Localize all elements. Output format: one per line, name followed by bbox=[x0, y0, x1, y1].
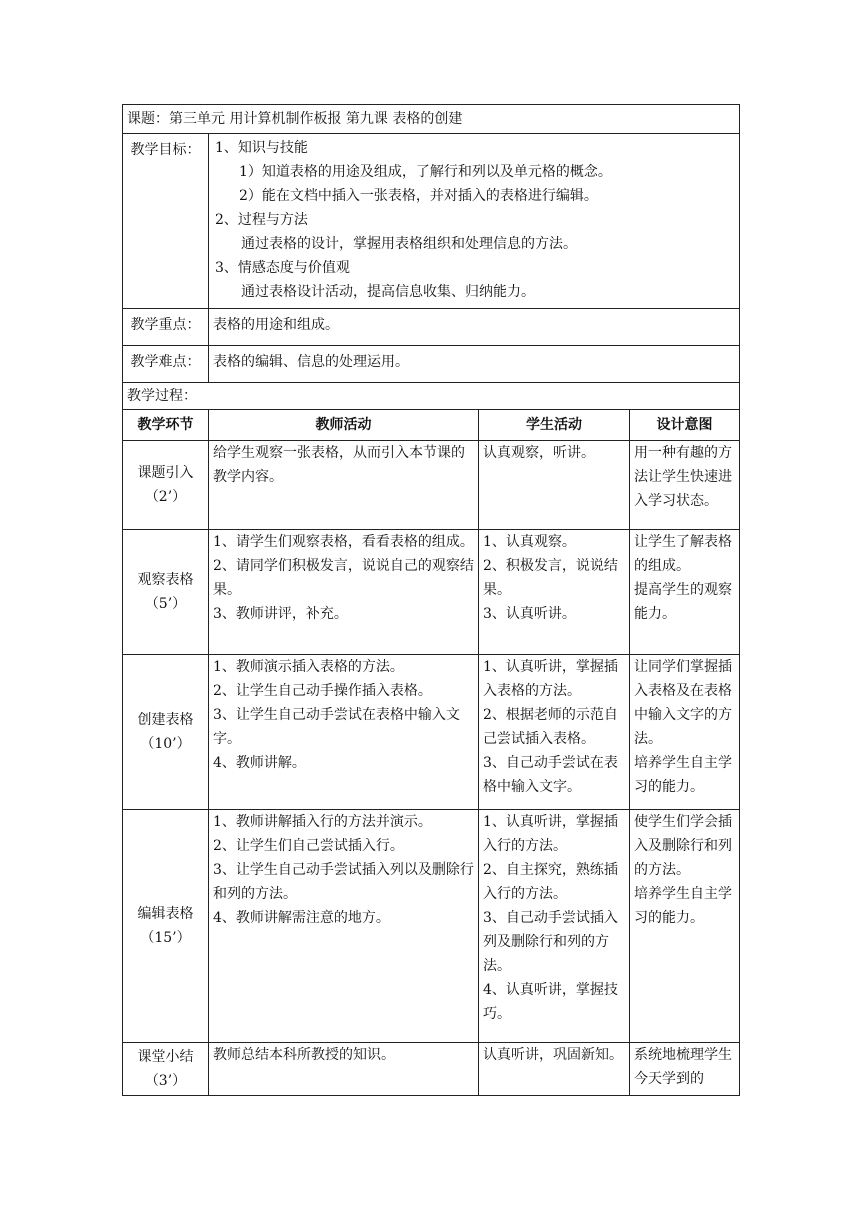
student-line: 2、自主探究，熟练插入行的方法。 bbox=[483, 862, 618, 902]
teacher-line: 2、请同学们积极发言，说说自己的观察结果。 bbox=[213, 558, 474, 598]
teacher-line: 1、教师讲解插入行的方法并演示。 bbox=[213, 814, 432, 830]
table-row bbox=[123, 441, 740, 530]
table-row bbox=[123, 810, 740, 1043]
table-row bbox=[123, 530, 740, 655]
student-cell bbox=[479, 441, 630, 530]
teacher-cell bbox=[209, 530, 479, 655]
student-cell bbox=[479, 810, 630, 1043]
stage-cell bbox=[123, 441, 209, 530]
key-point-label: 教学重点： bbox=[123, 309, 209, 346]
difficulty-row bbox=[123, 346, 740, 383]
stage-time: （3’） bbox=[144, 1073, 187, 1089]
stage-cell bbox=[123, 810, 209, 1043]
teacher-line: 3、教师讲评，补充。 bbox=[213, 606, 348, 622]
student-cell bbox=[479, 530, 630, 655]
goals-label: 教学目标： bbox=[123, 134, 209, 309]
student-line: 1、认真听讲，掌握插入行的方法。 bbox=[483, 814, 618, 854]
stage-name: 课题引入 bbox=[137, 465, 194, 481]
teacher-line: 2、让学生自己动手操作插入表格。 bbox=[213, 683, 432, 699]
goal-line: 1、知识与技能 bbox=[215, 140, 308, 156]
intent-line: 培养学生自主学习的能力。 bbox=[634, 886, 732, 926]
student-line: 2、根据老师的示范自己尝试插入表格。 bbox=[483, 707, 618, 747]
teacher-line: 4、教师讲解。 bbox=[213, 755, 306, 771]
title-row bbox=[123, 105, 740, 134]
student-line: 认真听讲，巩固新知。 bbox=[483, 1047, 623, 1063]
goal-line: 通过表格的设计，掌握用表格组织和处理信息的方法。 bbox=[241, 236, 577, 252]
teacher-line: 1、请学生们观察表格，看看表格的组成。 bbox=[213, 534, 474, 550]
student-line: 2、积极发言，说说结果。 bbox=[483, 558, 618, 598]
intent-cell bbox=[630, 810, 740, 1043]
header-row bbox=[123, 410, 740, 441]
header-intent: 设计意图 bbox=[630, 410, 740, 441]
goal-line: 2）能在文档中插入一张表格，并对插入的表格进行编辑。 bbox=[239, 188, 598, 204]
lesson-plan-table bbox=[122, 104, 740, 1096]
teacher-cell bbox=[209, 810, 479, 1043]
goal-line: 2、过程与方法 bbox=[215, 212, 308, 228]
student-line: 3、自己动手尝试插入列及删除行和列的方法。 bbox=[483, 910, 618, 974]
table-row bbox=[123, 655, 740, 810]
stage-time: （2’） bbox=[144, 489, 187, 505]
student-line: 1、认真观察。 bbox=[483, 534, 576, 550]
intent-cell bbox=[630, 655, 740, 810]
table-row bbox=[123, 1043, 740, 1096]
intent-cell bbox=[630, 530, 740, 655]
teacher-line: 2、让学生们自己尝试插入行。 bbox=[213, 838, 404, 854]
goal-line: 通过表格设计活动，提高信息收集、归纳能力。 bbox=[241, 284, 535, 300]
goals-content bbox=[209, 134, 740, 309]
header-teacher: 教师活动 bbox=[209, 410, 479, 441]
student-cell bbox=[479, 655, 630, 810]
intent-line: 用一种有趣的方法让学生快速进入学习状态。 bbox=[634, 445, 732, 509]
intent-line: 提高学生的观察能力。 bbox=[634, 582, 732, 622]
key-point-text: 表格的用途和组成。 bbox=[209, 309, 740, 346]
teacher-cell bbox=[209, 441, 479, 530]
student-line: 认真观察，听讲。 bbox=[483, 445, 595, 461]
stage-name: 编辑表格 bbox=[137, 906, 194, 922]
intent-line: 让同学们掌握插入表格及在表格中输入文字的方法。 bbox=[634, 659, 732, 747]
key-point-row bbox=[123, 309, 740, 346]
intent-cell bbox=[630, 1043, 740, 1096]
stage-name: 课堂小结 bbox=[137, 1049, 194, 1065]
stage-cell bbox=[123, 655, 209, 810]
stage-time: （5’） bbox=[144, 596, 187, 612]
teacher-line: 3、让学生自己动手尝试在表格中输入文字。 bbox=[213, 707, 460, 747]
stage-name: 创建表格 bbox=[137, 712, 194, 728]
process-label-row bbox=[123, 383, 740, 410]
intent-line: 让学生了解表格的组成。 bbox=[634, 534, 732, 574]
teacher-line: 1、教师演示插入表格的方法。 bbox=[213, 659, 404, 675]
intent-cell bbox=[630, 441, 740, 530]
teacher-line: 教师总结本科所教授的知识。 bbox=[213, 1047, 395, 1063]
teacher-line: 给学生观察一张表格，从而引入本节课的教学内容。 bbox=[213, 445, 465, 485]
teacher-cell bbox=[209, 655, 479, 810]
goals-row bbox=[123, 134, 740, 309]
process-label: 教学过程： bbox=[123, 383, 740, 410]
lesson-plan bbox=[122, 104, 739, 1096]
teacher-line: 4、教师讲解需注意的地方。 bbox=[213, 910, 390, 926]
intent-line: 培养学生自主学习的能力。 bbox=[634, 755, 732, 795]
stage-cell bbox=[123, 530, 209, 655]
header-student: 学生活动 bbox=[479, 410, 630, 441]
difficulty-text: 表格的编辑、信息的处理运用。 bbox=[209, 346, 740, 383]
teacher-cell bbox=[209, 1043, 479, 1096]
intent-line: 使学生们学会插入及删除行和列的方法。 bbox=[634, 814, 732, 878]
stage-time: （10’） bbox=[140, 736, 191, 752]
student-line: 3、认真听讲。 bbox=[483, 606, 576, 622]
student-cell bbox=[479, 1043, 630, 1096]
student-line: 3、自己动手尝试在表格中输入文字。 bbox=[483, 755, 618, 795]
stage-cell bbox=[123, 1043, 209, 1096]
goal-line: 3、情感态度与价值观 bbox=[215, 260, 350, 276]
intent-line: 系统地梳理学生今天学到的 bbox=[634, 1047, 732, 1087]
student-line: 4、认真听讲，掌握技巧。 bbox=[483, 982, 618, 1022]
teacher-line: 3、让学生自己动手尝试插入列以及删除行和列的方法。 bbox=[213, 862, 474, 902]
goal-line: 1）知道表格的用途及组成，了解行和列以及单元格的概念。 bbox=[239, 164, 612, 180]
lesson-title: 课题：第三单元 用计算机制作板报 第九课 表格的创建 bbox=[123, 105, 740, 134]
stage-time: （15’） bbox=[140, 930, 191, 946]
difficulty-label: 教学难点： bbox=[123, 346, 209, 383]
stage-name: 观察表格 bbox=[137, 572, 194, 588]
student-line: 1、认真听讲，掌握插入表格的方法。 bbox=[483, 659, 618, 699]
header-stage: 教学环节 bbox=[123, 410, 209, 441]
